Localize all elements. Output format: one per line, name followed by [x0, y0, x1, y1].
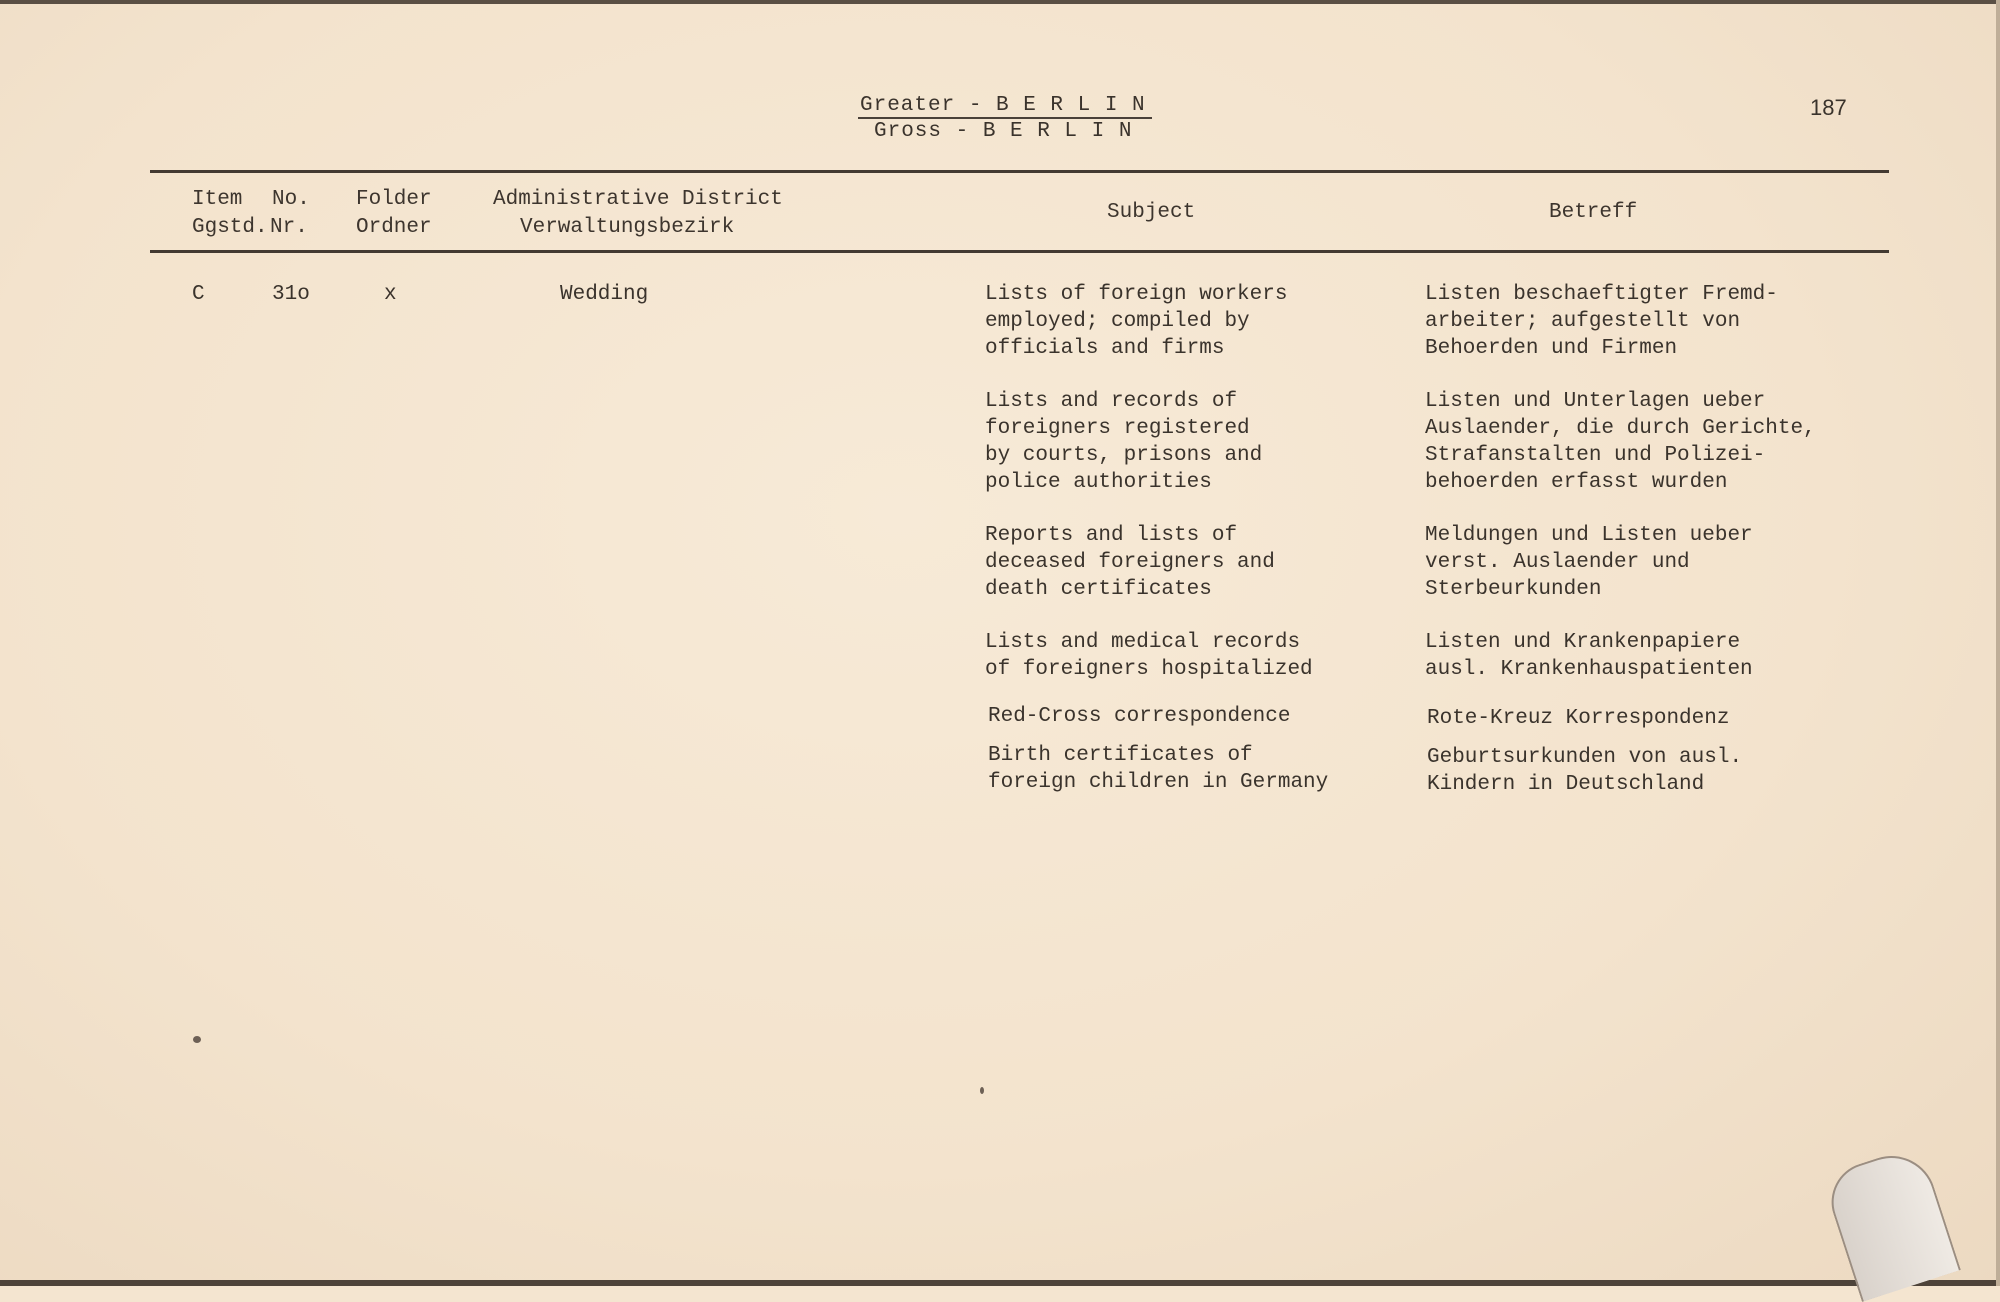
subject-entry: Lists and records of foreigners registered by courts, prisons and police authorities	[985, 390, 1263, 494]
betreff-entry: Geburtsurkunden von ausl. Kindern in Deutschland	[1427, 746, 1743, 796]
betreff-entry: Listen und Krankenpapiere ausl. Krankenhauspatienten	[1425, 631, 1753, 681]
column-header-folder: Folder	[356, 188, 432, 211]
page-number: 187	[1810, 95, 1847, 120]
title-german: Gross - B E R L I N	[874, 120, 1133, 143]
column-header-district: Administrative District	[493, 188, 783, 211]
subject-entry: Lists and medical records of foreigners hospitalized	[985, 631, 1313, 681]
paper-clip-tab	[1821, 1144, 1961, 1302]
column-header-no: No.	[272, 188, 310, 211]
header-bottom-rule	[150, 250, 1889, 253]
subject-entry: Birth certificates of foreign children in Germany	[988, 744, 1329, 794]
record-district: Wedding	[560, 283, 649, 306]
page-border-right	[1996, 0, 2000, 1286]
betreff-entry: Listen beschaeftigter Fremd- arbeiter; aufgestellt von Behoerden und Firmen	[1425, 283, 1778, 360]
paper-speck	[980, 1087, 984, 1094]
title-underline	[858, 117, 1152, 119]
record-item: C	[192, 283, 205, 306]
column-header-betreff: Betreff	[1549, 201, 1638, 224]
column-header-no-de: Nr.	[270, 216, 308, 239]
subject-entry: Lists of foreign workers employed; compiled by officials and firms	[985, 283, 1288, 360]
column-header-folder-de: Ordner	[356, 216, 432, 239]
column-header-item: Item	[192, 188, 243, 211]
record-no: 31o	[272, 283, 310, 306]
betreff-entry: Rote-Kreuz Korrespondenz	[1427, 707, 1730, 730]
column-header-district-de: Verwaltungsbezirk	[520, 216, 735, 239]
column-header-subject: Subject	[1107, 201, 1196, 224]
subject-entry: Reports and lists of deceased foreigners and death certificates	[985, 524, 1275, 601]
paper-speck	[193, 1036, 201, 1043]
page-border-bottom	[0, 1280, 2000, 1286]
page-border-top	[0, 0, 2000, 4]
record-folder: x	[384, 283, 397, 306]
column-header-item-de: Ggstd.	[192, 216, 268, 239]
header-top-rule	[150, 170, 1889, 173]
title-english: Greater - B E R L I N	[860, 94, 1146, 117]
subject-entry: Red-Cross correspondence	[988, 705, 1291, 728]
betreff-entry: Listen und Unterlagen ueber Auslaender, die durch Gerichte, Strafanstalten und Polizei- behoerden erfasst wurden	[1425, 390, 1816, 494]
betreff-entry: Meldungen und Listen ueber verst. Auslaender und Sterbeurkunden	[1425, 524, 1753, 601]
